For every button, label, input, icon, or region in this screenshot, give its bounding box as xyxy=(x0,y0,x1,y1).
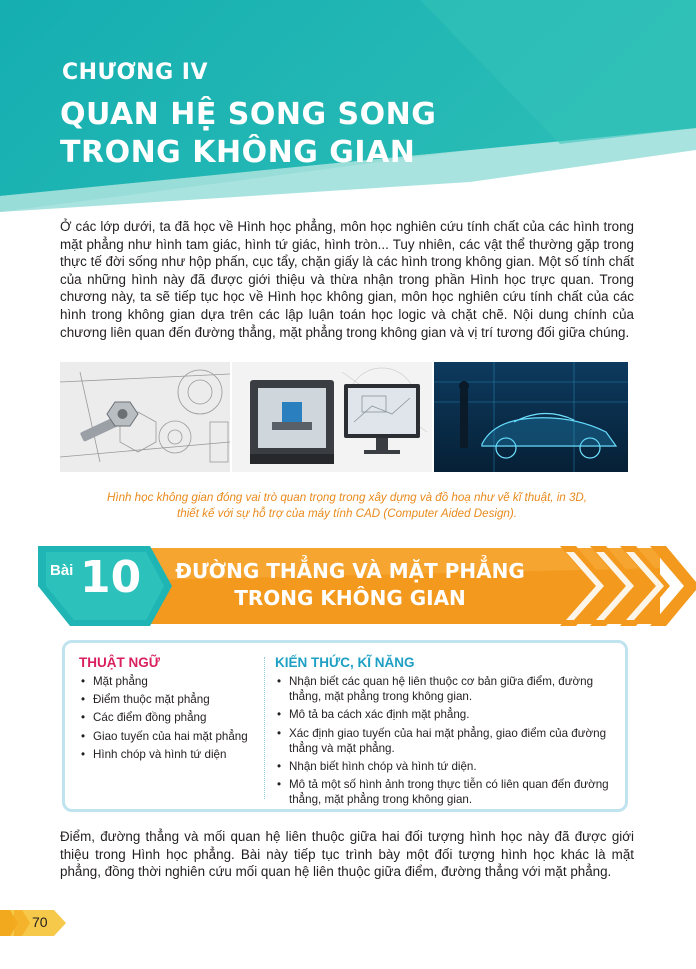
3d-printer-illustration xyxy=(232,362,432,472)
chapter-label: CHƯƠNG IV xyxy=(62,60,208,85)
lesson-word: Bài xyxy=(50,562,74,579)
term-item: • Các điểm đồng phẳng xyxy=(79,710,259,725)
skill-item: • Nhận biết các quan hệ liên thuộc cơ bản giữa điểm, đường thẳng, mặt phẳng trong không gian. xyxy=(275,674,615,704)
caption-line2: thiết kế với sự hỗ trợ của máy tính CAD (Computer Aided Design). xyxy=(177,507,517,520)
intro-paragraph: Ở các lớp dưới, ta đã học về Hình học phẳng, môn học nghiên cứu tính chất của các hình trong mặt phẳng như hình tam giác, hình tứ giác, hình tròn... Tuy nhiên, các vật thể thường gặp trong thực tế đời sống như hộp phấn, cục tẩy, chặn giấy là các hình trong không gian. Một số tính chất của những hình này đã được giới thiệu và thừa nhận trong phần Hình học trực quan. Trong chương này, ta sẽ tiếp tục học về Hình học không gian, môn học nghiên cứu tính chất của các hình trong không gian dựa trên các lập luận toán học logic và chặt chẽ. Nội dung chính của chương liên quan đến đường thẳng, mặt phẳng trong không gian và vị trí tương đối giữa chúng. xyxy=(60,219,634,340)
column-divider xyxy=(264,657,265,799)
chapter-title-line2: TRONG KHÔNG GIAN xyxy=(60,135,416,170)
term-item: • Mặt phẳng xyxy=(79,674,259,689)
cad-car-illustration xyxy=(434,362,628,472)
terms-column xyxy=(79,655,259,765)
lesson-title-line2: TRONG KHÔNG GIAN xyxy=(234,586,466,610)
skill-item: • Mô tả ba cách xác định mặt phẳng. xyxy=(275,707,615,722)
skill-item: • Mô tả một số hình ảnh trong thực tiễn có liên quan đến đường thẳng, mặt phẳng trong không gian. xyxy=(275,777,615,807)
closing-paragraph: Điểm, đường thẳng và mối quan hệ liên thuộc giữa hai đối tượng hình học này đã được giới thiệu trong Hình học phẳng. Bài này tiếp tục trình bày một đối tượng hình học khác là mặt phẳng, đồng thời nghiên cứu mối quan hệ liên thuộc giữa điểm, đường thẳng với mặt phẳng. xyxy=(60,829,634,880)
lesson-banner xyxy=(0,538,696,634)
technical-drawing-image xyxy=(60,362,230,472)
caption-line1: Hình học không gian đóng vai trò quan trọng trong xây dựng và đồ hoạ như vẽ kĩ thuật, in 3D, xyxy=(106,491,588,504)
lesson-title-line1: ĐƯỜNG THẲNG VÀ MẶT PHẲNG xyxy=(175,559,525,583)
skill-item: • Xác định giao tuyến của hai mặt phẳng, giao điểm của đường thẳng và mặt phẳng. xyxy=(275,726,615,756)
chapter-title-line1: QUAN HỆ SONG SONG xyxy=(60,97,437,132)
lesson-overview-box xyxy=(62,640,628,812)
skills-heading: KIẾN THỨC, KĨ NĂNG xyxy=(275,655,415,670)
term-item: • Hình chóp và hình tứ diện xyxy=(79,747,259,762)
technical-drawing-illustration xyxy=(60,362,230,472)
lesson-title xyxy=(160,558,540,612)
cad-car-image xyxy=(434,362,628,472)
terms-heading: THUẬT NGỮ xyxy=(79,655,160,670)
chapter-title xyxy=(60,96,436,172)
page-number-badge xyxy=(0,908,72,938)
image-caption xyxy=(60,490,634,522)
skill-item: • Nhận biết hình chóp và hình tứ diện. xyxy=(275,759,615,774)
3d-printer-image xyxy=(232,362,432,472)
skills-column xyxy=(275,655,615,811)
lesson-number: 10 xyxy=(80,552,142,603)
chapter-banner xyxy=(0,0,696,232)
term-item: • Giao tuyến của hai mặt phẳng xyxy=(79,729,259,744)
skills-list xyxy=(275,674,615,808)
terms-list xyxy=(79,674,259,762)
page-number: 70 xyxy=(32,914,48,930)
term-item: • Điểm thuộc mặt phẳng xyxy=(79,692,259,707)
